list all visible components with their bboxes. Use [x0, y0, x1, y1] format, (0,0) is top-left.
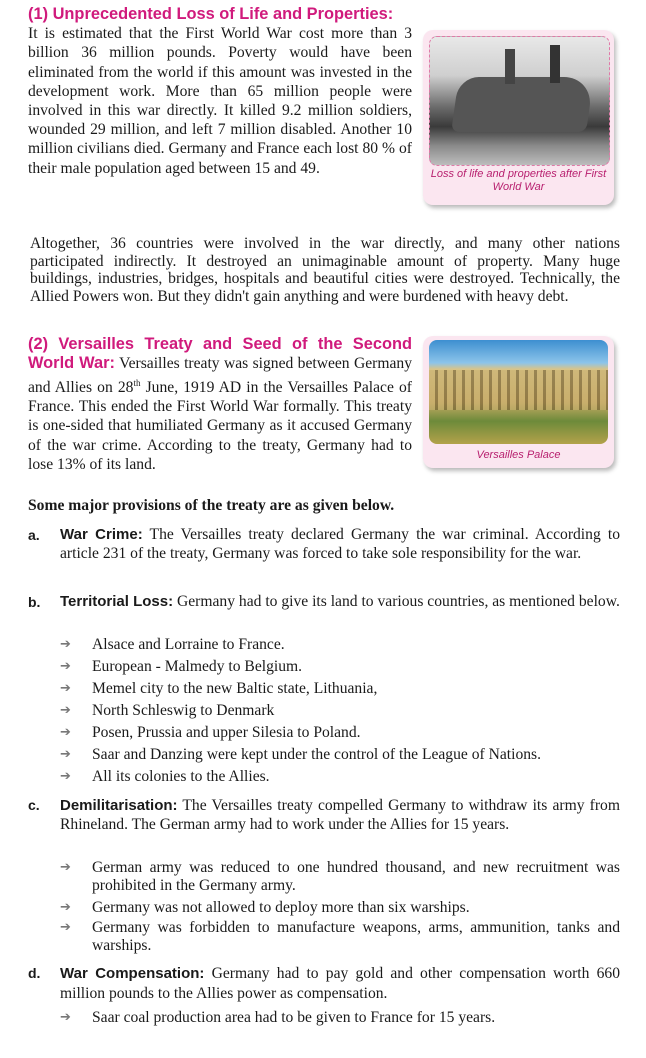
bullet-item — [60, 636, 620, 654]
arrow-bullet-icon: ➔ — [60, 769, 71, 784]
section-2-body-a: Versailles treaty was signed between Germany and Allies on 28 — [28, 355, 413, 396]
provision-territorial-loss — [28, 593, 620, 612]
palace-photo — [429, 340, 608, 444]
provision-war-compensation — [28, 964, 620, 1003]
list-marker: d. — [28, 965, 41, 981]
bullet-text: Posen, Prussia and upper Silesia to Poland. — [92, 724, 361, 741]
arrow-bullet-icon: ➔ — [60, 747, 71, 762]
provision-war-crime — [28, 526, 620, 563]
provision-text: Germany had to give its land to various countries, as mentioned below. — [173, 593, 620, 610]
bullet-item — [60, 724, 620, 742]
ordinal-suffix: th — [133, 377, 141, 388]
bullet-item — [60, 899, 620, 917]
arrow-bullet-icon: ➔ — [60, 637, 71, 652]
tank-photo — [429, 36, 610, 166]
bullet-text: Memel city to the new Baltic state, Lithuania, — [92, 680, 378, 697]
provision-text: Germany had to pay gold and other compensation worth 660 million pounds to the Allies power as compensation. — [60, 965, 620, 1002]
bullet-text: European - Malmedy to Belgium. — [92, 658, 303, 675]
figure-caption: Versailles Palace — [476, 449, 561, 461]
provision-label: War Compensation: — [60, 965, 205, 982]
arrow-bullet-icon: ➔ — [60, 860, 71, 875]
arrow-bullet-icon: ➔ — [60, 703, 71, 718]
bullet-item — [60, 746, 620, 764]
arrow-bullet-icon: ➔ — [60, 681, 71, 696]
bullet-text: Germany was not allowed to deploy more than six warships. — [92, 899, 470, 916]
section-1-body: It is estimated that the First World War cost more than 3 billion 36 million pounds. Poverty would have been eliminated from the world if this amount was invested in the development work. More than 65 million people were involved in this war directly. It killed 9.2 million soldiers, wounded 29 million, and left 7 million disabled. Another 10 million civilians died. Germany and France each lost 80 % of their male population aged between 15 and 49. — [28, 25, 412, 177]
section-1-heading: (1) Unprecedented Loss of Life and Properties: — [28, 5, 394, 23]
paragraph-2: Altogether, 36 countries were involved in the war directly, and many other nations participated indirectly. It destroyed an unimaginable amount of property. Many huge buildings, industries, bridges, hospitals and beautiful cities were destroyed. Technically, the Allied Powers won. But they didn't gain anything and were burdened with heavy debt. — [30, 235, 620, 305]
provision-text: The Versailles treaty declared Germany the war criminal. According to article 231 of the treaty, Germany was forced to take sole responsibility for the war. — [60, 526, 620, 562]
arrow-bullet-icon: ➔ — [60, 725, 71, 740]
arrow-bullet-icon: ➔ — [60, 659, 71, 674]
bullet-text: North Schleswig to Denmark — [92, 702, 275, 719]
bullet-text: Germany was forbidden to manufacture weapons, arms, ammunition, tanks and warships. — [92, 919, 620, 954]
bullet-item — [60, 768, 620, 786]
provision-demilitarisation — [28, 796, 620, 834]
bullet-item — [60, 859, 620, 895]
figure-versailles — [423, 336, 614, 468]
bullet-item — [60, 1009, 620, 1027]
provision-label: Demilitarisation: — [60, 797, 178, 814]
section-1 — [28, 5, 412, 178]
provision-label: Territorial Loss: — [60, 593, 174, 610]
provisions-intro: Some major provisions of the treaty are as given below. — [28, 497, 395, 514]
bullet-item — [60, 658, 620, 676]
arrow-bullet-icon: ➔ — [60, 900, 71, 915]
section-2 — [28, 335, 412, 474]
bullet-item — [60, 680, 620, 698]
bullet-text: Saar coal production area had to be given to France for 15 years. — [92, 1009, 496, 1026]
section-2-heading: (2) Versailles Treaty and Seed of the Second World War: — [28, 335, 412, 373]
provision-text: The Versailles treaty compelled Germany to withdraw its army from Rhineland. The German army had to work under the Allies for 15 years. — [60, 797, 620, 833]
list-marker: c. — [28, 797, 40, 813]
bullet-text: Alsace and Lorraine to France. — [92, 636, 285, 653]
list-marker: b. — [28, 594, 41, 610]
bullet-item — [60, 702, 620, 720]
arrow-bullet-icon: ➔ — [60, 920, 71, 935]
provision-label: War Crime: — [60, 526, 143, 543]
bullet-text: German army was reduced to one hundred thousand, and new recruitment was prohibited in the Germany army. — [92, 859, 620, 894]
figure-caption: Loss of life and properties after First World War — [430, 168, 607, 193]
bullet-text: Saar and Danzing were kept under the control of the League of Nations. — [92, 746, 542, 763]
bullet-item — [60, 919, 620, 955]
arrow-bullet-icon: ➔ — [60, 1010, 71, 1025]
list-marker: a. — [28, 527, 40, 543]
section-2-body-b: June, 1919 AD in the Versailles Palace of France. This ended the First World War formally. This treaty is one-sided that humiliated Germany as it accused Germany of the war crime. According to the treaty, Germany had to lose 13% of its land. — [28, 378, 412, 473]
figure-war-loss — [423, 30, 614, 205]
bullet-text: All its colonies to the Allies. — [92, 768, 270, 785]
